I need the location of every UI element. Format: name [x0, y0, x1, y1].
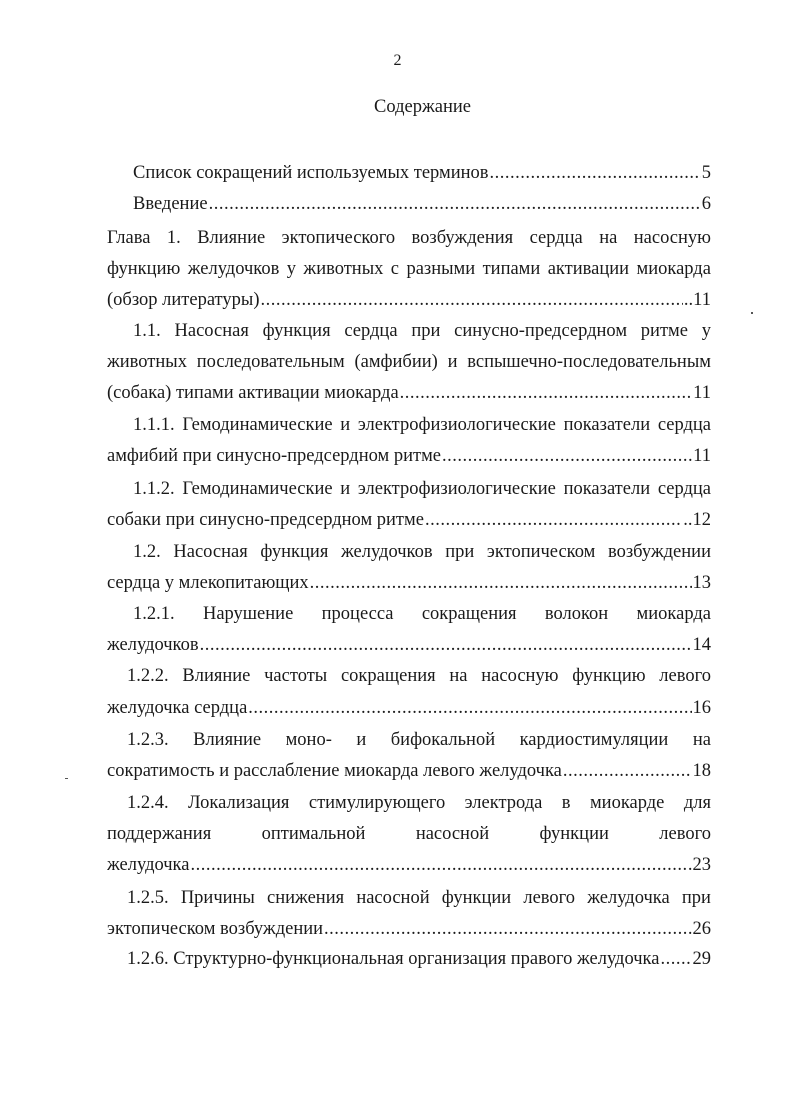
dot-leader: [324, 917, 691, 941]
toc-page-number: 14: [692, 635, 711, 655]
toc-word: насосной: [356, 888, 430, 908]
toc-word: при: [411, 321, 441, 341]
toc-page-number: .23: [687, 855, 711, 875]
toc-word: левого: [523, 888, 576, 908]
toc-page-number: 5: [701, 163, 711, 183]
dot-leader: [425, 508, 682, 532]
dot-leader: [442, 444, 692, 468]
toc-word: функции: [539, 824, 609, 844]
toc-entry-text: амфибий при синусно-предсердном ритме: [107, 446, 441, 466]
toc-entry-text: желудочка сердца: [107, 698, 248, 718]
toc-line: [107, 633, 711, 657]
toc-page-number: 29: [692, 949, 711, 969]
toc-word: при: [681, 888, 711, 908]
toc-word: миокарда: [636, 604, 711, 624]
toc-word: сердца: [529, 228, 583, 248]
toc-word: кардиостимуляции: [519, 730, 669, 750]
toc-word: (амфибии): [354, 352, 438, 372]
toc-word: миокарда: [636, 259, 711, 279]
toc-word: у: [286, 259, 296, 279]
toc-line: [107, 350, 711, 374]
page-number: 2: [393, 52, 402, 69]
toc-word: разными: [406, 259, 476, 279]
toc-word: желудочков: [340, 542, 433, 562]
toc-page-number: ..12: [683, 510, 711, 530]
toc-entry-text: желудочка: [107, 855, 190, 875]
toc-word: на: [599, 228, 618, 248]
toc-line: [107, 571, 711, 595]
toc-word: 1.1.: [133, 321, 161, 341]
toc-word: 1.2.2.: [127, 666, 169, 686]
toc-word: стимулирующего: [308, 793, 446, 813]
toc-word: животных: [303, 259, 384, 279]
toc-line: [107, 728, 711, 752]
toc-word: при: [445, 542, 475, 562]
toc-page-number: 11: [693, 383, 711, 403]
toc-word: функция: [262, 321, 331, 341]
toc-word: насосную: [481, 666, 559, 686]
toc-word: оптимальной: [261, 824, 366, 844]
toc-page-number: 13: [692, 573, 711, 593]
toc-word: левого: [659, 824, 711, 844]
toc-line: [107, 226, 711, 250]
toc-word: Гемодинамические: [182, 479, 333, 499]
toc-line: [107, 477, 711, 501]
dot-leader: [261, 288, 683, 312]
dot-leader: [660, 947, 691, 971]
toc-word: животных: [107, 352, 187, 372]
page-title: Содержание: [374, 97, 471, 117]
toc-word: сердца: [657, 415, 711, 435]
toc-entry-text: (собака) типами активации миокарда: [107, 383, 399, 403]
toc-word: 1.1.2.: [133, 479, 175, 499]
toc-word: сердца: [657, 479, 711, 499]
toc-page-number: 26: [692, 919, 711, 939]
toc-word: типами: [482, 259, 541, 279]
toc-word: электрода: [464, 793, 543, 813]
toc-word: сокращения: [421, 604, 517, 624]
toc-word: 1.2.: [133, 542, 161, 562]
toc-word: показатели: [563, 415, 651, 435]
toc-word: функцию: [572, 666, 646, 686]
dot-leader: [190, 853, 686, 877]
toc-word: эктопического: [281, 228, 396, 248]
toc-line: [107, 319, 711, 343]
toc-word: сокращения: [340, 666, 436, 686]
toc-word: моно-: [285, 730, 332, 750]
toc-word: возбуждении: [607, 542, 711, 562]
dot-leader: [400, 381, 693, 405]
toc-word: на: [449, 666, 468, 686]
toc-word: 1.2.1.: [133, 604, 175, 624]
toc-page-number: 18: [692, 761, 711, 781]
dot-leader: [200, 633, 692, 657]
toc-entry-text: Список сокращений используемых терминов: [133, 163, 489, 183]
toc-page-number: 11: [693, 446, 711, 466]
toc-line: [107, 192, 711, 216]
toc-page-number: ..11: [683, 290, 711, 310]
toc-entry-text: сердца у млекопитающих: [107, 573, 309, 593]
toc-entry-text: (обзор литературы): [107, 290, 260, 310]
toc-line: [107, 917, 711, 941]
toc-word: на: [692, 730, 711, 750]
dot-leader: [563, 759, 692, 783]
toc-word: 1.2.5.: [127, 888, 169, 908]
toc-word: показатели: [563, 479, 651, 499]
toc-word: ритме: [640, 321, 688, 341]
toc-line: [107, 381, 711, 405]
toc-entry-text: 1.2.6. Структурно-функциональная организация правого желудочка: [127, 949, 660, 969]
toc-page-number: 16: [692, 698, 711, 718]
toc-word: поддержания: [107, 824, 212, 844]
toc-word: Гемодинамические: [182, 415, 333, 435]
toc-word: бифокальной: [390, 730, 496, 750]
toc-line: [107, 696, 711, 720]
toc-line: [107, 822, 711, 846]
toc-word: насосной: [415, 824, 490, 844]
toc-word: функцию: [107, 259, 181, 279]
toc-line: [107, 759, 711, 783]
toc-word: 1.2.3.: [127, 730, 169, 750]
toc-word: и: [340, 415, 351, 435]
toc-word: Насосная: [173, 542, 248, 562]
toc-word: электрофизиологические: [357, 479, 556, 499]
toc-entry-text: эктопическом возбуждении: [107, 919, 324, 939]
toc-word: желудочка: [587, 888, 670, 908]
toc-word: Причины: [180, 888, 255, 908]
toc-word: и: [356, 730, 367, 750]
toc-word: синусно-предсердном: [454, 321, 628, 341]
toc-line: [107, 508, 711, 532]
toc-word: миокарде: [589, 793, 665, 813]
toc-line: [107, 444, 711, 468]
toc-word: Глава: [107, 228, 151, 248]
toc-word: Насосная: [174, 321, 249, 341]
toc-entry-text: сократимость и расслабление миокарда левого желудочка: [107, 761, 562, 781]
toc-line: [107, 886, 711, 910]
toc-line: [107, 791, 711, 815]
toc-word: насосную: [633, 228, 711, 248]
toc-line: [107, 664, 711, 688]
toc-word: Влияние: [193, 730, 262, 750]
toc-word: последовательным: [196, 352, 345, 372]
toc-word: функция: [260, 542, 329, 562]
toc-word: для: [683, 793, 711, 813]
toc-word: Локализация: [188, 793, 290, 813]
toc-word: вспышечно-последовательным: [467, 352, 711, 372]
toc-entry-text: собаки при синусно-предсердном ритме: [107, 510, 424, 530]
dot-leader: [490, 161, 701, 185]
toc-line: [107, 161, 711, 185]
dot-leader: [248, 696, 691, 720]
toc-word: и: [340, 479, 351, 499]
toc-word: Влияние: [197, 228, 266, 248]
toc-word: 1.: [166, 228, 181, 248]
scan-speck: [751, 312, 753, 314]
toc-word: снижения: [267, 888, 345, 908]
toc-word: и: [447, 352, 458, 372]
toc-word: волокон: [544, 604, 609, 624]
toc-word: в: [561, 793, 571, 813]
scan-speck: [65, 778, 68, 779]
toc-line: [107, 602, 711, 626]
toc-word: частоты: [264, 666, 328, 686]
toc-line: [107, 947, 711, 971]
toc-line: [107, 413, 711, 437]
toc-word: левого: [659, 666, 711, 686]
toc-word: электрофизиологические: [357, 415, 556, 435]
toc-entry-text: желудочков: [107, 635, 199, 655]
toc-word: с: [390, 259, 400, 279]
toc-page-number: 6: [701, 194, 711, 214]
toc-line: [107, 257, 711, 281]
toc-entry-text: Введение: [133, 194, 208, 214]
dot-leader: [310, 571, 692, 595]
toc-word: функции: [441, 888, 512, 908]
toc-word: сердца: [344, 321, 398, 341]
toc-line: [107, 288, 711, 312]
toc-word: Влияние: [182, 666, 251, 686]
toc-word: желудочков: [187, 259, 280, 279]
toc-word: Нарушение: [202, 604, 294, 624]
toc-word: процесса: [321, 604, 394, 624]
toc-word: у: [701, 321, 711, 341]
toc-word: эктопическом: [486, 542, 596, 562]
toc-word: возбуждения: [411, 228, 514, 248]
toc-line: [107, 540, 711, 564]
toc-word: 1.2.4.: [127, 793, 169, 813]
toc-line: [107, 853, 711, 877]
toc-word: 1.1.1.: [133, 415, 175, 435]
toc-word: активации: [547, 259, 630, 279]
dot-leader: [209, 192, 701, 216]
